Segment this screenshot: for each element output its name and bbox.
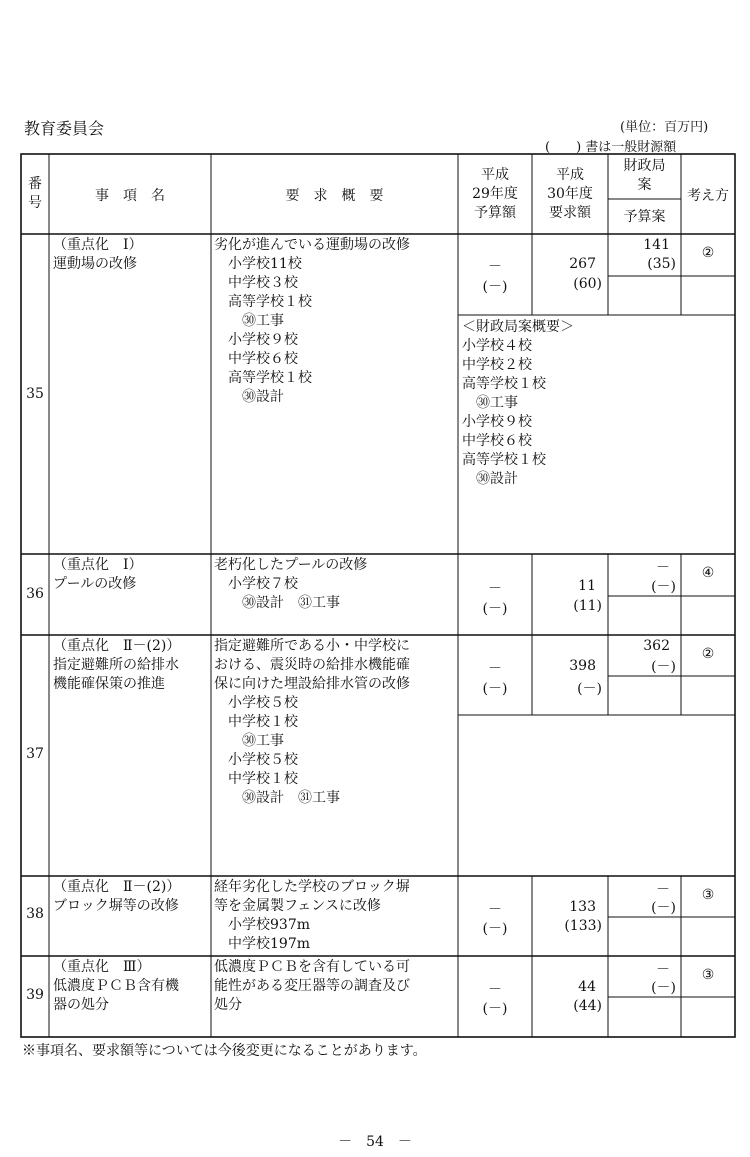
finance-plan-general-fund: (－) — [651, 980, 676, 996]
department-title: 教育委員会 — [24, 119, 105, 138]
footnote: ※事項名、要求額等については今後変更になることがあります。 — [22, 1043, 427, 1059]
approach-mark: ④ — [701, 565, 715, 581]
approach-mark: ③ — [701, 887, 715, 903]
row-summary: 経年劣化した学校のブロック塀 等を金属製フェンスに改修 小学校937m 中学校197m — [214, 879, 410, 952]
h29-amount: － — [488, 902, 502, 918]
row-summary: 老朽化したプールの改修 小学校７校 ㉚設計 ㉛工事 — [214, 557, 368, 611]
h30-general-fund: (11) — [573, 598, 602, 614]
row-item: （重点化 Ⅰ） 運動場の改修 — [53, 237, 143, 272]
finance-plan-amount: － — [656, 560, 670, 576]
row-number: 36 — [26, 586, 44, 602]
finance-plan-general-fund: (－) — [651, 900, 676, 916]
finance-plan-general-fund: (35) — [647, 256, 676, 272]
h30-amount: 44 — [578, 979, 596, 995]
h29-general-fund: (－) — [482, 279, 508, 295]
h30-general-fund: (44) — [573, 998, 602, 1014]
row-summary: 劣化が進んでいる運動場の改修 小学校11校 中学校３校 高等学校１校 ㉚工事 小学校９校 中学校６校 高等学校１校 ㉚設計 — [214, 237, 410, 405]
row-item: （重点化 Ⅲ） 低濃度ＰＣＢ含有機 器の処分 — [53, 959, 179, 1013]
h30-amount: 11 — [578, 578, 596, 594]
row-summary: 指定避難所である小・中学校に おける、震災時の給排水機能確 保に向けた埋設給排水管の改修 小学校５校 中学校１校 ㉚工事 小学校５校 中学校１校 ㉚設計 ㉛工事 — [214, 638, 410, 806]
row-number: 38 — [26, 906, 44, 922]
header-item: 事 項 名 — [95, 188, 165, 204]
approach-mark: ② — [701, 646, 715, 662]
row-item: （重点化 Ⅰ） プールの改修 — [53, 557, 143, 592]
header-finance-bureau-plan: 財政局 案 — [623, 158, 666, 193]
finance-plan-general-fund: (－) — [651, 659, 676, 675]
h29-amount: － — [488, 661, 502, 677]
header-summary: 要 求 概 要 — [285, 188, 384, 204]
header-approach: 考え方 — [687, 188, 729, 204]
header-number: 番 号 — [28, 176, 42, 211]
h30-amount: 267 — [569, 256, 596, 272]
finance-plan-general-fund: (－) — [651, 579, 676, 595]
finance-plan-amount: － — [656, 962, 670, 978]
row-summary: 低濃度ＰＣＢを含有している可 能性がある変圧器等の調査及び 処分 — [214, 959, 410, 1013]
h30-amount: 398 — [569, 658, 596, 674]
approach-mark: ② — [701, 245, 715, 261]
h29-amount: － — [488, 581, 502, 597]
unit-label: (単位：百万円) — [620, 120, 709, 135]
row-number: 35 — [26, 386, 44, 402]
approach-mark: ③ — [701, 967, 715, 983]
page-number: － 54 － — [338, 1134, 412, 1150]
h30-amount: 133 — [569, 899, 596, 915]
h29-general-fund: (－) — [482, 681, 508, 697]
header-h29-budget: 平成 29年度 予算額 — [472, 167, 518, 221]
finance-plan-amount: 141 — [643, 237, 670, 253]
row-item: （重点化 Ⅱ－(2)） 指定避難所の給排水 機能確保策の推進 — [53, 638, 181, 692]
h29-general-fund: (－) — [482, 921, 508, 937]
row-item: （重点化 Ⅱ－(2)） ブロック塀等の改修 — [53, 879, 181, 914]
h30-general-fund: (133) — [564, 918, 602, 934]
h30-general-fund: (－) — [577, 681, 602, 697]
row-number: 39 — [26, 987, 44, 1003]
header-h30-request: 平成 30年度 要求額 — [547, 167, 593, 221]
h30-general-fund: (60) — [573, 276, 602, 292]
finance-plan-amount: 362 — [643, 638, 670, 654]
general-fund-note: ( ) 書は一般財源額 — [545, 140, 677, 155]
row-number: 37 — [26, 746, 44, 762]
h29-amount: － — [488, 259, 502, 275]
h29-amount: － — [488, 982, 502, 998]
h29-general-fund: (－) — [482, 1001, 508, 1017]
finance-plan-amount: － — [656, 882, 670, 898]
header-budget-plan: 予算案 — [623, 209, 666, 225]
finance-plan-summary: ＜財政局案概要＞ 小学校４校 中学校２校 高等学校１校 ㉚工事 小学校９校 中学校６校 高等学校１校 ㉚設計 — [462, 319, 574, 487]
h29-general-fund: (－) — [482, 601, 508, 617]
